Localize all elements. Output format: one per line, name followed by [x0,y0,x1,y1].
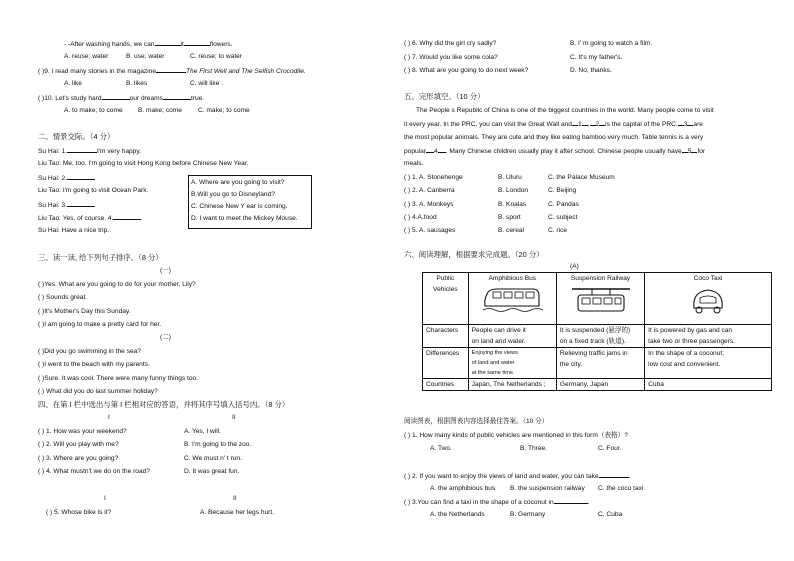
differences-cell: Relieving traffic jams in the city. [556,348,644,379]
q3-option-c: C. Cuba [598,511,623,518]
order-item: ( )Sure. It was cool. There were many funny things too. [38,375,199,382]
cloze-passage-line-5: meals. [404,160,424,167]
match-answer: A. Because her legs hurt. [200,509,275,516]
cloze-question: ( ) 3. A. Monkeys [404,201,454,208]
characters-cell: It is suspended (悬浮的) on a fixed track (轨道). [556,325,644,348]
match-question: ( ) 3. Where are you going? [38,455,119,462]
cloze-question: ( ) 4.A.food [404,214,437,221]
dialog-line-5: Su Hai: 3. [38,200,95,210]
match-answer: D. It was great fun. [184,468,240,475]
order-item: ( ) What did you do last summer holiday? [38,388,158,395]
match-answer: B. I' m going to watch a film. [570,40,653,47]
vehicles-table [422,272,772,391]
header-amphibious-bus: Amphibious Bus [468,273,556,325]
section-2-title: 二、情景交际。（4 分） [38,132,115,141]
dialog-line-3: Su Hai: 2. [38,173,95,183]
match-question: ( ) 6. Why did the girl cry sadly? [404,40,497,47]
row-label-differences: Differences [423,348,469,379]
countries-cell: Germany, Japan [556,379,644,391]
order-item: ( )Did you go swimming in the sea? [38,348,141,355]
cloze-option-c: C. the Palace Museum [548,174,615,181]
cloze-option-c: C. Pandas [548,201,579,208]
cloze-passage-line-3: the most popular animals. They are cute and they like eating bamboo very much. Table tennis is a very [404,134,704,141]
q2-option-a: A. the amphibious bus [430,485,496,492]
cloze-option-b: B. Koalas [498,201,527,208]
match-answer: A. Yes, I will. [184,428,222,435]
characters-cell: People can drive it on land and water. [468,325,556,348]
cloze-passage-line-1: The People s Republic of China is one of the biggest countries in the world. Many people come to visit [416,107,714,114]
header-suspension-railway: Suspension Railway [556,273,644,325]
cloze-passage-line-4: popular 4 . Many Chinese children usually play it after school. Chinese people usually have 5 for [404,148,706,155]
q2-option-b: B. the suspension railway [510,485,585,492]
differences-cell: In the shape of a coconut; low cost and convenient. [645,348,772,379]
reading-question-3: ( ) 3.You can find a taxi in the shape of a coconut in . [404,499,590,506]
column-i-header: I [108,414,110,421]
q9-option-a: A. reuse; water [64,53,109,60]
q2-option-c: C. the coco taxi [598,485,644,492]
cloze-option-b: B. sport [498,214,521,221]
q9b-option-c: C. will like . [190,80,223,87]
q9-stem: - -After washing hands, we can it flowers. [64,41,233,48]
coco-taxi-icon [688,286,728,316]
match-question: ( ) 2. Will you play with me? [38,441,119,448]
dialog-option-a: A. Where are you going to visit? [191,179,285,186]
column-ii-header-2: II [233,495,237,502]
match-answer: C. It's my father's. [570,54,623,61]
cloze-option-c: C. rice [548,227,568,234]
q10-option-b: B. make; come [138,107,182,114]
dialog-option-b: B.Will you go to Disneyland? [191,191,275,198]
match-question: ( ) 4. What mustn't we do on the road? [38,468,150,475]
section-3-title: 三、读一读, 给下列句子排序。（8 分） [38,253,163,262]
differences-cell: Enjoying the views of land and water at the same time. [468,348,556,379]
q9b-stem: ( )9. I read many stories in the magazine The First Well and The Selfish Crocodile. [38,68,306,75]
section-4-title: 四、在第 I 栏中选出与第 I 栏相对应的答语，并将其序号填入括号内。（8 分） [38,400,290,409]
cloze-question: ( ) 2. A. Canberra [404,187,455,194]
column-ii-header: II [232,414,236,421]
order-item: ( )Yes. What are you going to do for your mother, Lily? [38,281,196,288]
cloze-option-b: B. cereal [498,227,525,234]
dialog-line-4: Liu Tao: I'm going to visit Ocean Park. [38,187,149,194]
order-item: ( )It's Mother's Day this Sunday. [38,308,131,315]
q3-option-b: B. Germany [510,511,546,518]
countries-cell: Cuba [645,379,772,391]
reading-instructions: 阅读图表，根据图表内容选择最佳答案。（10 分） [404,418,549,425]
section-3-part-2: (二) [160,334,171,341]
reading-question-1: ( ) 1. How many kinds of public vehicles are mentioned in this form（表格）? [404,432,628,439]
amphibious-bus-icon [481,286,543,316]
q3-option-a: A. the Netherlands [430,511,485,518]
countries-cell: Japan, The Netherlands ; [468,379,556,391]
section-6-title: 六、阅读理解，根据要求完成题。（20 分） [404,250,544,259]
q9-option-c: C. reuse; to water [190,53,243,60]
match-question: ( ) 7. Would you like some cola? [404,54,498,61]
row-label-characters: Characters [423,325,469,348]
dialog-line-2: Liu Tao: Me, too. I'm going to visit Hong Kong before Chinese New Year. [38,160,249,167]
part-a-label: (A) [570,263,579,270]
cloze-question: ( ) 5. A. sausages [404,227,456,234]
match-answer: D. No, thanks. [570,67,612,74]
q9b-option-b: B. likes [126,80,148,87]
dialog-line-6: Liu Tao: Yes, of course. 4. [38,213,141,223]
q10-option-a: A. to make; to come [64,107,123,114]
column-i-header-2: I [104,495,106,502]
cloze-option-b: B. London [498,187,529,194]
q1-option-b: B. Three. [520,445,547,452]
cloze-option-b: B. Uluru [498,174,522,181]
dialog-option-c: C. Chinese New Y ear is coming. [191,203,288,210]
dialog-line-7: Su Hai: Have a nice trip. [38,227,110,234]
q10-option-c: C. make; to come [198,107,250,114]
match-answer: C. We must n' t run. [184,455,242,462]
order-item: ( )I went to the beach with my parents. [38,361,150,368]
order-item: ( )I am going to make a pretty card for her. [38,321,162,328]
table-corner: Public Vehicles [423,273,469,325]
section-5-title: 五、完形填空。（10 分） [404,92,485,101]
cloze-option-c: C. Beijing [548,187,577,194]
dialog-option-d: D. I want to meet the Mickey Mouse. [191,215,298,222]
q10-stem: ( )10. Let's study hard our dreams true. [38,95,205,102]
dialog-line-1: Su Hai: 1. I'm very happy. [38,148,141,155]
match-question: ( ) 8. What are you going to do next week? [404,67,529,74]
suspension-railway-icon [570,286,632,316]
cloze-question: ( ) 1. A. Stonehenge [404,174,463,181]
reading-question-2: ( ) 2. If you want to enjoy the views of land and water, you can take . [404,473,631,480]
q1-option-a: A. Two. [430,445,452,452]
match-question: ( ) 1. How was your weekend? [38,428,127,435]
cloze-passage-line-2: it every year. In the PRC, you can visit the Great Wall and 1 , 2 is the capital of the PRC. 3 are [404,121,703,128]
q9b-option-a: A. like [64,80,82,87]
match-question: ( ) 5. Whose bike is it? [46,509,112,516]
section-3-part-1: (一) [160,267,171,274]
characters-cell: It is powered by gas and can take two or three passengers. [645,325,772,348]
match-answer: B. I'm going to the zoo. [184,441,252,448]
row-label-countries: Countries [423,379,469,391]
order-item: ( ) Sounds great. [38,294,88,301]
q9-option-b: B. use; water [126,53,165,60]
q1-option-c: C. Four. [598,445,622,452]
cloze-option-c: C. subject [548,214,578,221]
header-coco-taxi: Coco Taxi [645,273,772,325]
